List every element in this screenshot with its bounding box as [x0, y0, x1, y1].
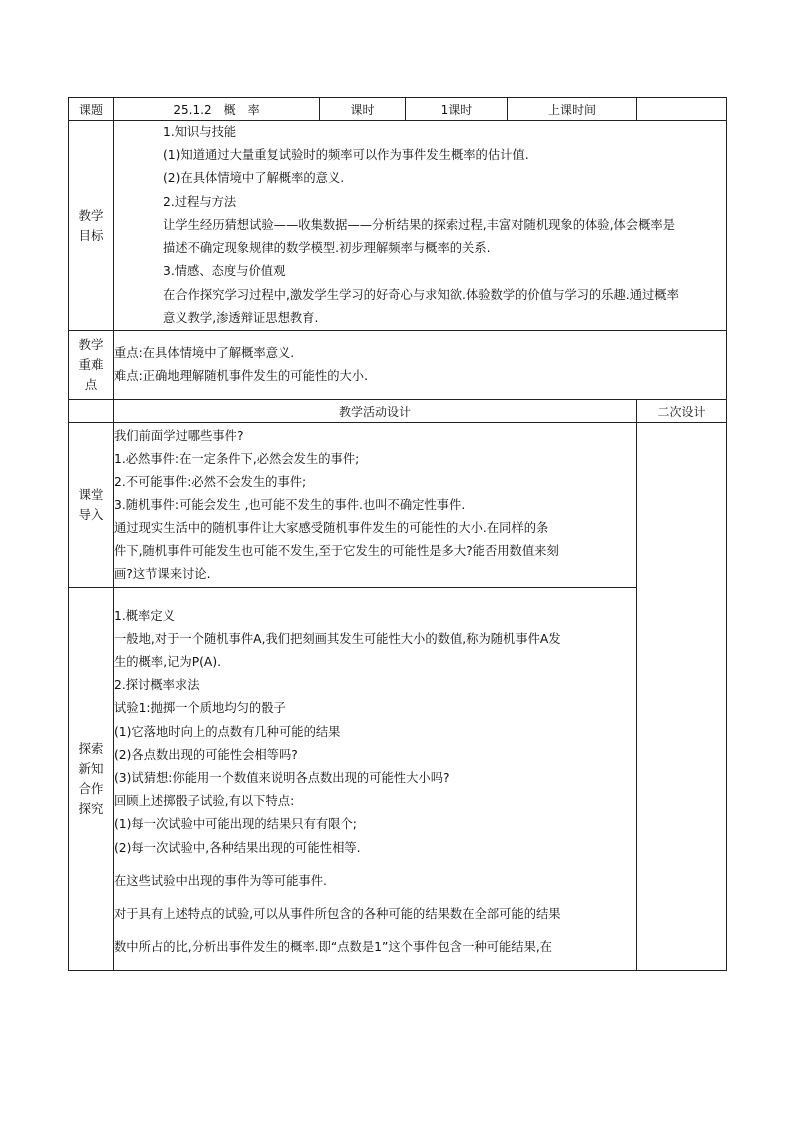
intro-line: 画?这节课来讨论. — [114, 566, 211, 581]
explore-content — [114, 588, 637, 971]
second-design-heading: 二次设计 — [637, 400, 727, 423]
intro-line: 2.不可能事件:必然不会发生的事件; — [114, 474, 307, 489]
keshi-label: 课时 — [320, 98, 406, 121]
activity-header-blank — [69, 400, 114, 423]
explore-label-line: 合作 — [78, 781, 104, 796]
key-points-row — [69, 331, 727, 400]
objectives-line: 1.知识与技能 — [163, 125, 237, 140]
explore-label — [69, 588, 114, 971]
shangke-value — [637, 98, 727, 121]
key-points-label-line: 点 — [84, 377, 98, 392]
intro-content — [114, 423, 637, 588]
explore-line: (2)每一次试验中,各种结果出现的可能性相等. — [114, 840, 361, 855]
explore-line: 生的概率,记为P(A). — [114, 654, 222, 669]
objectives-line: 意义教学,渗透辩证思想教育. — [163, 310, 319, 325]
key-points-label — [69, 331, 114, 400]
explore-line: 数中所占的比,分析出事件发生的概率.即“点数是1”这个事件包含一种可能结果,在 — [114, 940, 553, 955]
explore-line: 试验1:抛掷一个质地均匀的骰子 — [114, 701, 286, 716]
activity-header-row — [69, 400, 727, 423]
explore-line: 一般地,对于一个随机事件A,我们把刻画其发生可能性大小的数值,称为随机事件A发 — [114, 631, 561, 646]
explore-label-line: 探索 — [78, 741, 104, 756]
intro-label-line: 导入 — [78, 507, 104, 522]
explore-row — [69, 588, 727, 971]
key-points-label-line: 教学 — [78, 337, 104, 352]
objectives-label — [69, 121, 114, 331]
key-points-label-line: 重难 — [78, 357, 104, 372]
intro-line: 通过现实生活中的随机事件让大家感受随机事件发生的可能性的大小.在同样的条 — [114, 520, 549, 535]
intro-line: 3.随机事件:可能会发生 ,也可能不发生的事件.也叫不确定性事件. — [114, 497, 466, 512]
explore-line: 在这些试验中出现的事件为等可能事件. — [114, 873, 327, 888]
intro-line: 1.必然事件:在一定条件下,必然会发生的事件; — [114, 451, 360, 466]
key-point-line: 难点:正确地理解随机事件发生的可能性的大小. — [114, 369, 368, 383]
keshi-value: 1课时 — [406, 98, 508, 121]
key-point-line: 重点:在具体情境中了解概率意义. — [114, 345, 295, 360]
explore-line: (1)每一次试验中可能出现的结果只有有限个; — [114, 817, 357, 832]
explore-line: 2.探讨概率求法 — [114, 678, 200, 693]
keti-label: 课题 — [69, 98, 114, 121]
objectives-line: 2.过程与方法 — [163, 194, 237, 209]
objectives-label-line: 教学 — [78, 207, 104, 223]
second-design-cell — [637, 423, 727, 971]
objectives-label-line: 目标 — [78, 227, 104, 243]
intro-line: 件下,随机事件可能发生也可能不发生,至于它发生的可能性是多大?能否用数值来刻 — [114, 543, 559, 558]
explore-line: (1)它落地时向上的点数有几种可能的结果 — [114, 724, 341, 739]
explore-line: 回顾上述掷骰子试验,有以下特点: — [114, 794, 295, 809]
intro-row — [69, 423, 727, 588]
objectives-line: 3.情感、态度与价值观 — [163, 264, 286, 279]
explore-line: 对于具有上述特点的试验,可以从事件所包含的各种可能的结果数在全部可能的结果 — [114, 907, 561, 922]
explore-line: 1.概率定义 — [114, 608, 175, 623]
objectives-line: (2)在具体情境中了解概率的意义. — [163, 171, 345, 186]
header-row — [69, 98, 727, 121]
objectives-content — [114, 121, 727, 331]
explore-label-line: 探究 — [78, 801, 104, 816]
objectives-row — [69, 121, 727, 331]
objectives-line: (1)知道通过大量重复试验时的频率可以作为事件发生概率的估计值. — [163, 148, 529, 163]
intro-line: 我们前面学过哪些事件? — [114, 428, 244, 443]
explore-line: (3)试猜想:你能用一个数值来说明各点数出现的可能性大小吗? — [114, 771, 450, 785]
lesson-plan-table — [68, 97, 727, 971]
intro-label-line: 课堂 — [78, 487, 104, 502]
objectives-line: 描述不确定现象规律的数学模型.初步理解频率与概率的关系. — [163, 241, 491, 256]
key-points-content — [114, 331, 727, 400]
objectives-line: 在合作探究学习过程中,激发学生学习的好奇心与求知欲.体验数学的价值与学习的乐趣.通过概率 — [163, 287, 679, 302]
explore-line: (2)各点数出现的可能性会相等吗? — [114, 747, 298, 762]
activity-design-heading: 教学活动设计 — [114, 400, 637, 423]
explore-label-line: 新知 — [78, 761, 104, 776]
lesson-title: 25.1.2 概 率 — [114, 98, 320, 121]
objectives-line: 让学生经历猜想试验——收集数据——分析结果的探索过程,丰富对随机现象的体验,体会概率是 — [163, 217, 675, 232]
shangke-label: 上课时间 — [508, 98, 637, 121]
intro-label — [69, 423, 114, 588]
